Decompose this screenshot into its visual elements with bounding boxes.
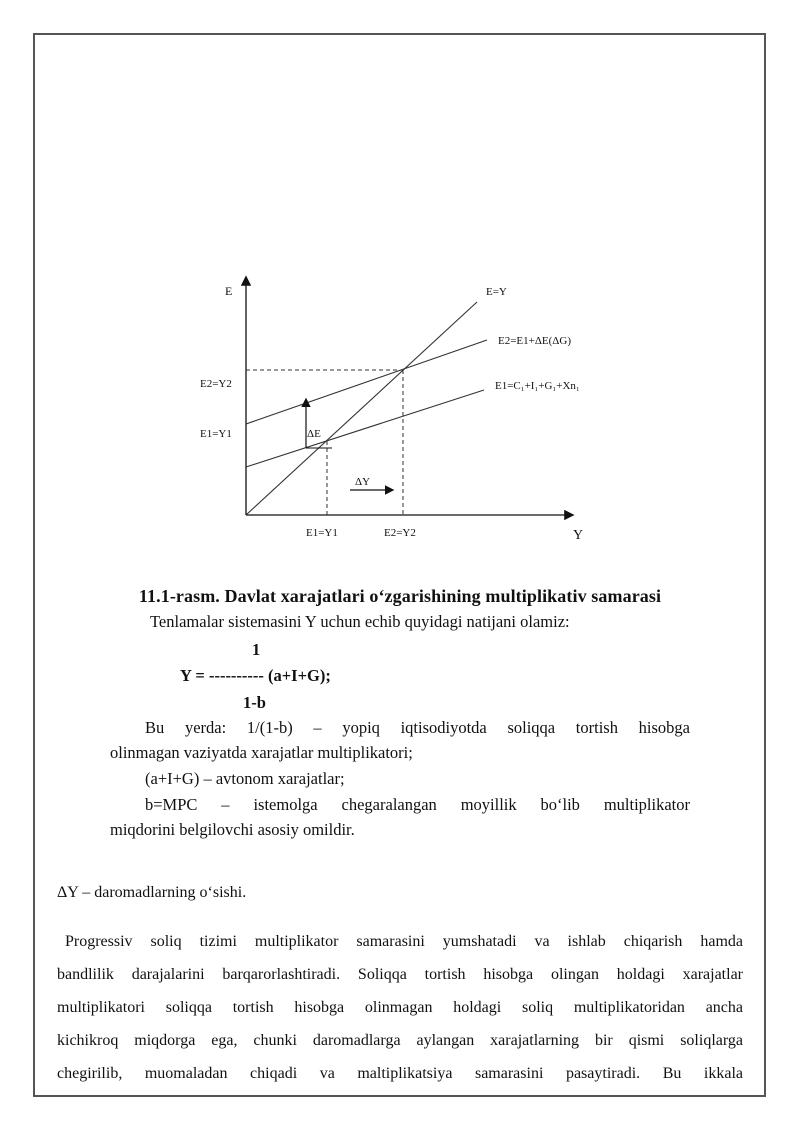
label-delta-y: ΔY [355,476,371,488]
label-e1y1-bottom: E1=Y1 [306,527,338,539]
figure-svg [180,268,620,548]
explain-line-4: b=MPC – istemolga chegaralangan moyillik bo‘lib multiplikator [145,795,690,814]
label-e2y2-left: E2=Y2 [200,378,232,390]
label-e1-line: E1=C₁+I₁+G₁+Xn₁ [495,380,580,392]
paragraph-line-1: Progressiv soliq tizimi multiplikator samarasini yumshatadi va ishlab chiqarish hamda [65,933,743,950]
line-e1 [246,390,484,467]
explain-line-1: Bu yerda: 1/(1-b) – yopiq iqtisodiyotda soliqqa tortish hisobga [145,718,690,737]
line-e2 [246,340,487,424]
paragraph-line-2: bandlilik darajalarini barqarorlashtiradi. Soliqqa tortish hisobga olingan holdagi xarajatlar [57,966,743,983]
explain-line-5: miqdorini belgilovchi asosiy omildir. [110,820,355,839]
keynesian-cross-figure [180,268,620,548]
paragraph-line-5: chegirilib, muomaladan chiqadi va maltiplikatsiya samarasini pasaytiradi. Bu ikkala [57,1065,743,1082]
label-e2y2-bottom: E2=Y2 [384,527,416,539]
formula-main: Y = ---------- (a+I+G); [180,666,331,685]
paragraph-line-3: multiplikatori soliqqa tortish hisobga olinmagan holdagi soliq multiplikatoridan ancha [57,999,743,1016]
intro-line: Tenlamalar sistemasini Y uchun echib quyidagi natijani olamiz: [150,612,570,631]
explain-line-2: olinmagan vaziyatda xarajatlar multiplikatori; [110,743,413,762]
label-e1y1-left: E1=Y1 [200,428,232,440]
label-e-equals-y: E=Y [486,286,507,298]
paragraph-line-4: kichikroq miqdorga ega, chunki daromadlarga aylangan xarajatlarning bir qismi soliqlarga [57,1032,743,1049]
axis-label-e: E [225,284,233,298]
figure-caption: 11.1-rasm. Davlat xarajatlari o‘zgarishining multiplikativ samarasi [138,586,662,606]
label-e2-line: E2=E1+ΔE(ΔG) [498,335,571,347]
axis-label-y: Y [573,528,584,543]
delta-y-line: ΔY – daromadlarning o‘sishi. [57,884,247,901]
formula-numerator: 1 [252,640,261,659]
label-delta-e: ΔE [307,428,321,440]
explain-line-3: (a+I+G) – avtonom xarajatlar; [145,769,345,788]
formula-denominator: 1-b [243,693,266,712]
